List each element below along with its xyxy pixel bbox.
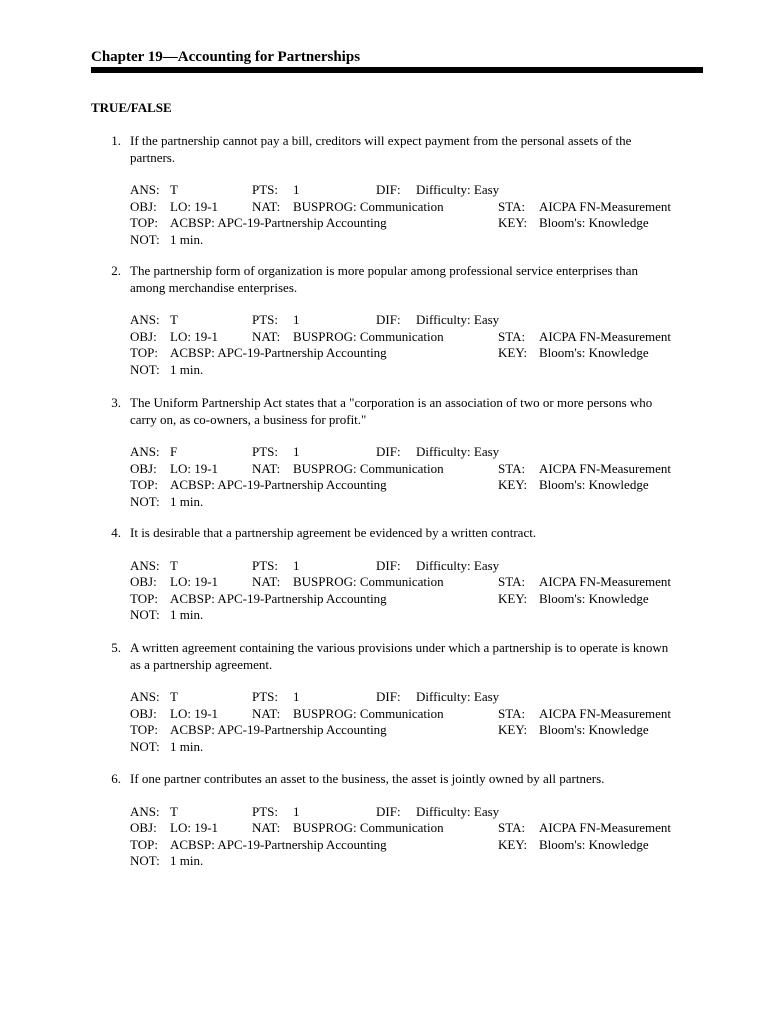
not-label: NOT: [130,738,160,754]
pts-label: PTS: [252,557,279,573]
chapter-title: Chapter 19—Accounting for Partnerships [91,49,361,65]
ans-label: ANS: [130,689,160,704]
nat-value: BUSPROG: Communication [293,574,444,589]
ans-label: ANS: [130,312,160,327]
key-value: Bloom's: Knowledge [539,345,649,360]
top-value: ACBSP: APC-19-Partnership Accounting [170,477,387,492]
nat-label: NAT: [252,328,281,344]
obj-label: OBJ: [130,198,157,214]
nat-value: BUSPROG: Communication [293,460,444,476]
answer-metadata [130,444,703,510]
dif-label: DIF: [376,557,401,573]
pts-value: 1 [293,182,300,197]
pts-value: 1 [293,557,300,573]
obj-label: OBJ: [130,574,157,589]
pts-label: PTS: [252,803,279,819]
meta-line [130,558,703,575]
question-text: If one partner contributes an asset to the business, the asset is jointly owned by all partners. [130,771,605,786]
nat-value: BUSPROG: Communication [293,820,444,835]
ans-value: F [170,444,178,459]
not-value: 1 min. [170,231,204,247]
nat-label: NAT: [252,820,281,835]
ans-value: T [170,182,178,197]
dif-value: Difficulty: Easy [416,557,500,573]
top-value: ACBSP: APC-19-Partnership Accounting [170,722,387,737]
ans-value: T [170,803,178,819]
pts-label: PTS: [252,689,279,704]
question-text: The partnership form of organization is more popular among professional service enterprises than among merchandise enterprises. [130,263,639,295]
question-item [91,263,703,378]
meta-line [130,574,703,591]
key-value: Bloom's: Knowledge [539,722,649,737]
answer-metadata [130,804,703,870]
question-item [91,525,703,624]
top-label: TOP: [130,215,158,230]
ans-value: T [170,689,178,704]
dif-value: Difficulty: Easy [416,803,500,819]
pts-label: PTS: [252,444,279,459]
meta-line [130,494,703,511]
dif-label: DIF: [376,689,401,704]
sta-value: AICPA FN-Measurement [539,574,672,589]
question-item [91,133,703,248]
top-value: ACBSP: APC-19-Partnership Accounting [170,215,387,230]
key-label: KEY: [498,345,528,360]
obj-value: LO: 19-1 [170,328,219,344]
pts-label: PTS: [252,182,279,197]
meta-line [130,706,703,723]
title-rule [91,67,703,73]
not-label: NOT: [130,493,160,509]
top-value: ACBSP: APC-19-Partnership Accounting [170,345,387,360]
not-label: NOT: [130,361,160,377]
sta-label: STA: [498,705,526,721]
not-value: 1 min. [170,607,204,622]
answer-metadata [130,689,703,755]
meta-line [130,804,703,821]
pts-value: 1 [293,689,300,704]
nat-value: BUSPROG: Communication [293,198,444,214]
key-value: Bloom's: Knowledge [539,836,649,852]
nat-value: BUSPROG: Communication [293,328,444,344]
ans-label: ANS: [130,182,160,197]
nat-label: NAT: [252,574,281,589]
question-number: 4. [111,525,121,540]
top-label: TOP: [130,345,158,360]
meta-line [130,461,703,478]
pts-value: 1 [293,312,300,327]
question-text: The Uniform Partnership Act states that a "corporation is an association of two or more persons who carry on, as co-owners, a business for profit." [130,395,653,427]
answer-metadata [130,182,703,248]
obj-label: OBJ: [130,460,157,476]
pts-label: PTS: [252,312,279,327]
sta-label: STA: [498,460,526,476]
key-value: Bloom's: Knowledge [539,215,649,230]
meta-line [130,607,703,624]
not-value: 1 min. [170,361,204,377]
question-text: It is desirable that a partnership agreement be evidenced by a written contract. [130,525,537,540]
dif-value: Difficulty: Easy [416,312,500,327]
dif-label: DIF: [376,444,401,459]
dif-value: Difficulty: Easy [416,182,500,197]
ans-label: ANS: [130,444,160,459]
question-item [91,771,703,870]
ans-value: T [170,312,178,327]
question-text: A written agreement containing the various provisions under which a partnership is to operate is known as a partnership agreement. [130,640,669,672]
section-heading: TRUE/FALSE [91,100,172,115]
pts-value: 1 [293,803,300,819]
meta-line [130,215,703,232]
question-number: 5. [111,640,121,655]
sta-label: STA: [498,574,526,589]
question-number: 1. [111,133,121,148]
meta-line [130,591,703,608]
ans-value: T [170,557,178,573]
top-label: TOP: [130,722,158,737]
meta-line [130,722,703,739]
not-label: NOT: [130,231,160,247]
meta-line [130,689,703,706]
sta-label: STA: [498,198,526,214]
meta-line [130,837,703,854]
question-item [91,395,703,510]
nat-label: NAT: [252,705,281,721]
top-label: TOP: [130,836,158,852]
meta-line [130,362,703,379]
not-value: 1 min. [170,853,204,868]
meta-line [130,444,703,461]
meta-line [130,477,703,494]
meta-line [130,820,703,837]
dif-label: DIF: [376,312,401,327]
obj-value: LO: 19-1 [170,705,219,721]
meta-line [130,232,703,249]
sta-label: STA: [498,820,526,835]
question-item [91,640,703,755]
meta-line [130,853,703,870]
key-value: Bloom's: Knowledge [539,590,649,606]
question-number: 2. [111,263,121,278]
question-text: If the partnership cannot pay a bill, creditors will expect payment from the personal assets of the partners. [130,133,632,165]
obj-value: LO: 19-1 [170,574,219,589]
obj-value: LO: 19-1 [170,460,219,476]
not-value: 1 min. [170,493,204,509]
not-label: NOT: [130,853,160,868]
sta-value: AICPA FN-Measurement [539,328,672,344]
nat-value: BUSPROG: Communication [293,705,444,721]
sta-value: AICPA FN-Measurement [539,820,672,835]
sta-value: AICPA FN-Measurement [539,705,672,721]
key-label: KEY: [498,477,528,492]
dif-value: Difficulty: Easy [416,689,500,704]
sta-label: STA: [498,328,526,344]
key-label: KEY: [498,836,528,852]
key-value: Bloom's: Knowledge [539,477,649,492]
pts-value: 1 [293,444,300,459]
meta-line [130,329,703,346]
meta-line [130,182,703,199]
answer-metadata [130,312,703,378]
question-number: 3. [111,395,121,410]
ans-label: ANS: [130,557,160,573]
dif-label: DIF: [376,182,401,197]
meta-line [130,739,703,756]
obj-value: LO: 19-1 [170,198,219,214]
obj-value: LO: 19-1 [170,820,219,835]
dif-label: DIF: [376,803,401,819]
key-label: KEY: [498,722,528,737]
top-label: TOP: [130,477,158,492]
top-value: ACBSP: APC-19-Partnership Accounting [170,836,387,852]
top-value: ACBSP: APC-19-Partnership Accounting [170,590,387,606]
meta-line [130,199,703,216]
meta-line [130,312,703,329]
obj-label: OBJ: [130,820,157,835]
not-value: 1 min. [170,738,204,754]
sta-value: AICPA FN-Measurement [539,460,672,476]
meta-line [130,345,703,362]
obj-label: OBJ: [130,705,157,721]
sta-value: AICPA FN-Measurement [539,198,672,214]
nat-label: NAT: [252,460,281,476]
not-label: NOT: [130,607,160,622]
dif-value: Difficulty: Easy [416,444,500,459]
nat-label: NAT: [252,198,281,214]
top-label: TOP: [130,590,158,606]
key-label: KEY: [498,590,528,606]
question-number: 6. [111,771,121,786]
ans-label: ANS: [130,803,160,819]
key-label: KEY: [498,215,528,230]
obj-label: OBJ: [130,328,157,344]
answer-metadata [130,558,703,624]
